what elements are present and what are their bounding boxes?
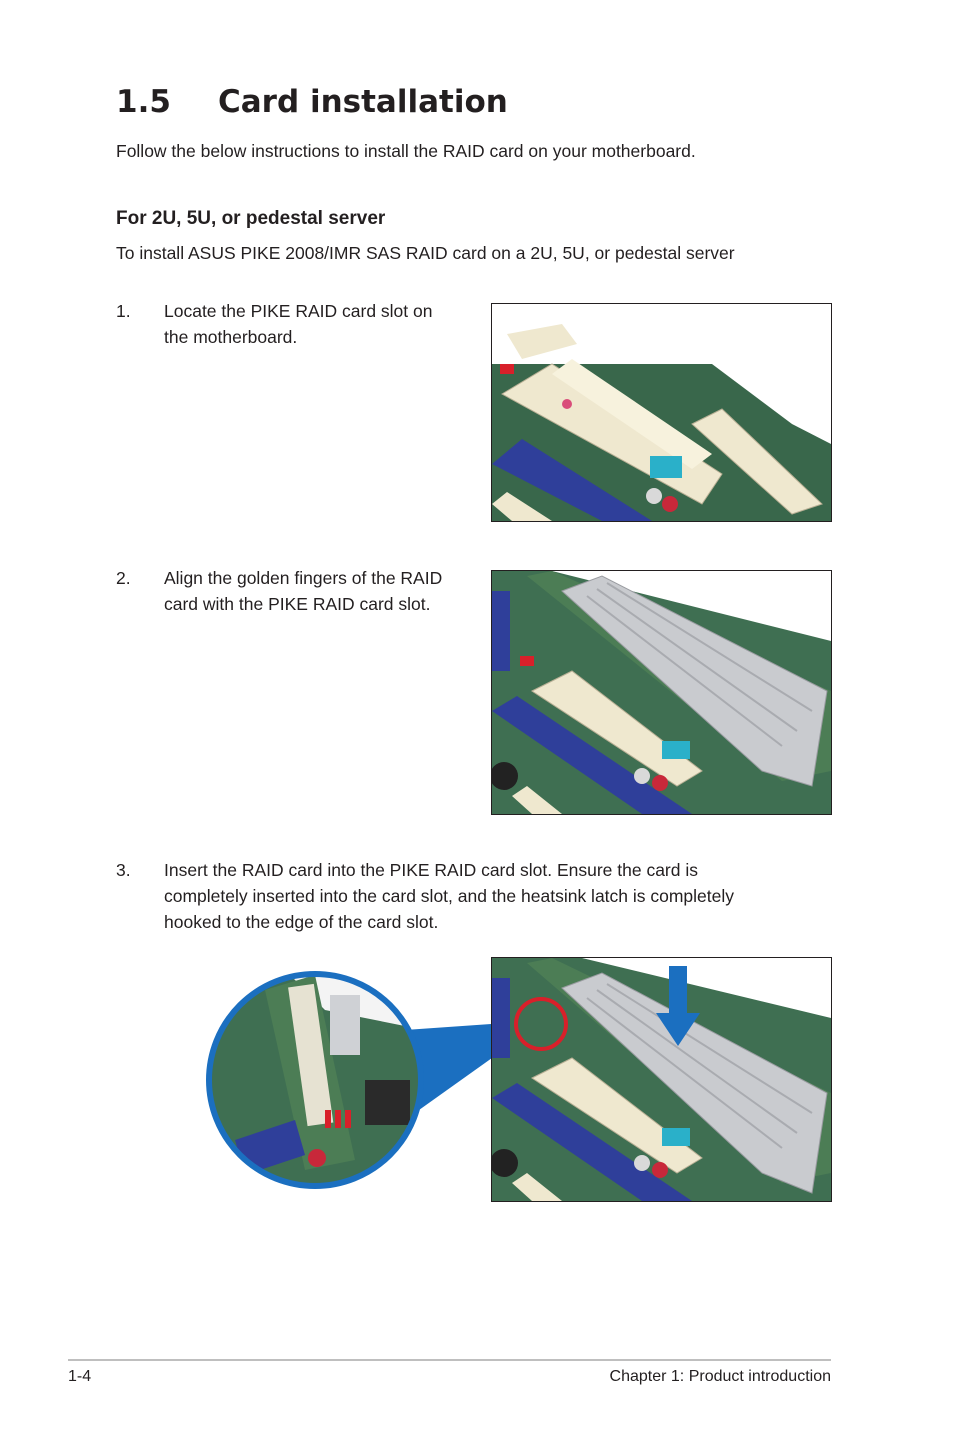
footer-page-number: 1-4 (68, 1368, 92, 1385)
zoom-callout (205, 970, 425, 1190)
subsection-text: To install ASUS PIKE 2008/IMR SAS RAID card on a 2U, 5U, or pedestal server (116, 243, 735, 263)
step-2 (116, 565, 486, 621)
photo-card-inserted (491, 957, 832, 1202)
section-title: Card installation (218, 84, 508, 120)
footer-chapter: Chapter 1: Product introduction (609, 1368, 831, 1385)
step-line: completely inserted into the card slot, and the heatsink latch is completely (164, 886, 735, 906)
step-number: 2. (116, 568, 131, 588)
step-line: Locate the PIKE RAID card slot on (164, 301, 433, 321)
step-line: card with the PIKE RAID card slot. (164, 594, 431, 614)
step-number: 1. (116, 301, 131, 321)
step-text (164, 857, 734, 935)
step-line: Align the golden fingers of the RAID (164, 568, 443, 588)
section-heading (116, 84, 508, 120)
subsection-title: For 2U, 5U, or pedestal server (116, 208, 386, 229)
photo-pike-slot (491, 303, 832, 522)
section-number: 1.5 (116, 84, 171, 120)
step-1 (116, 298, 486, 354)
photo-align-card (491, 570, 832, 815)
step-line: Insert the RAID card into the PIKE RAID card slot. Ensure the card is (164, 860, 698, 880)
step-text (164, 298, 432, 350)
footer-rule (68, 1359, 831, 1361)
step-line: the motherboard. (164, 327, 298, 347)
step-text (164, 565, 442, 617)
step-line: hooked to the edge of the card slot. (164, 912, 439, 932)
step-3 (116, 857, 831, 939)
intro-text: Follow the below instructions to install the RAID card on your motherboard. (116, 141, 696, 161)
step-number: 3. (116, 860, 131, 880)
